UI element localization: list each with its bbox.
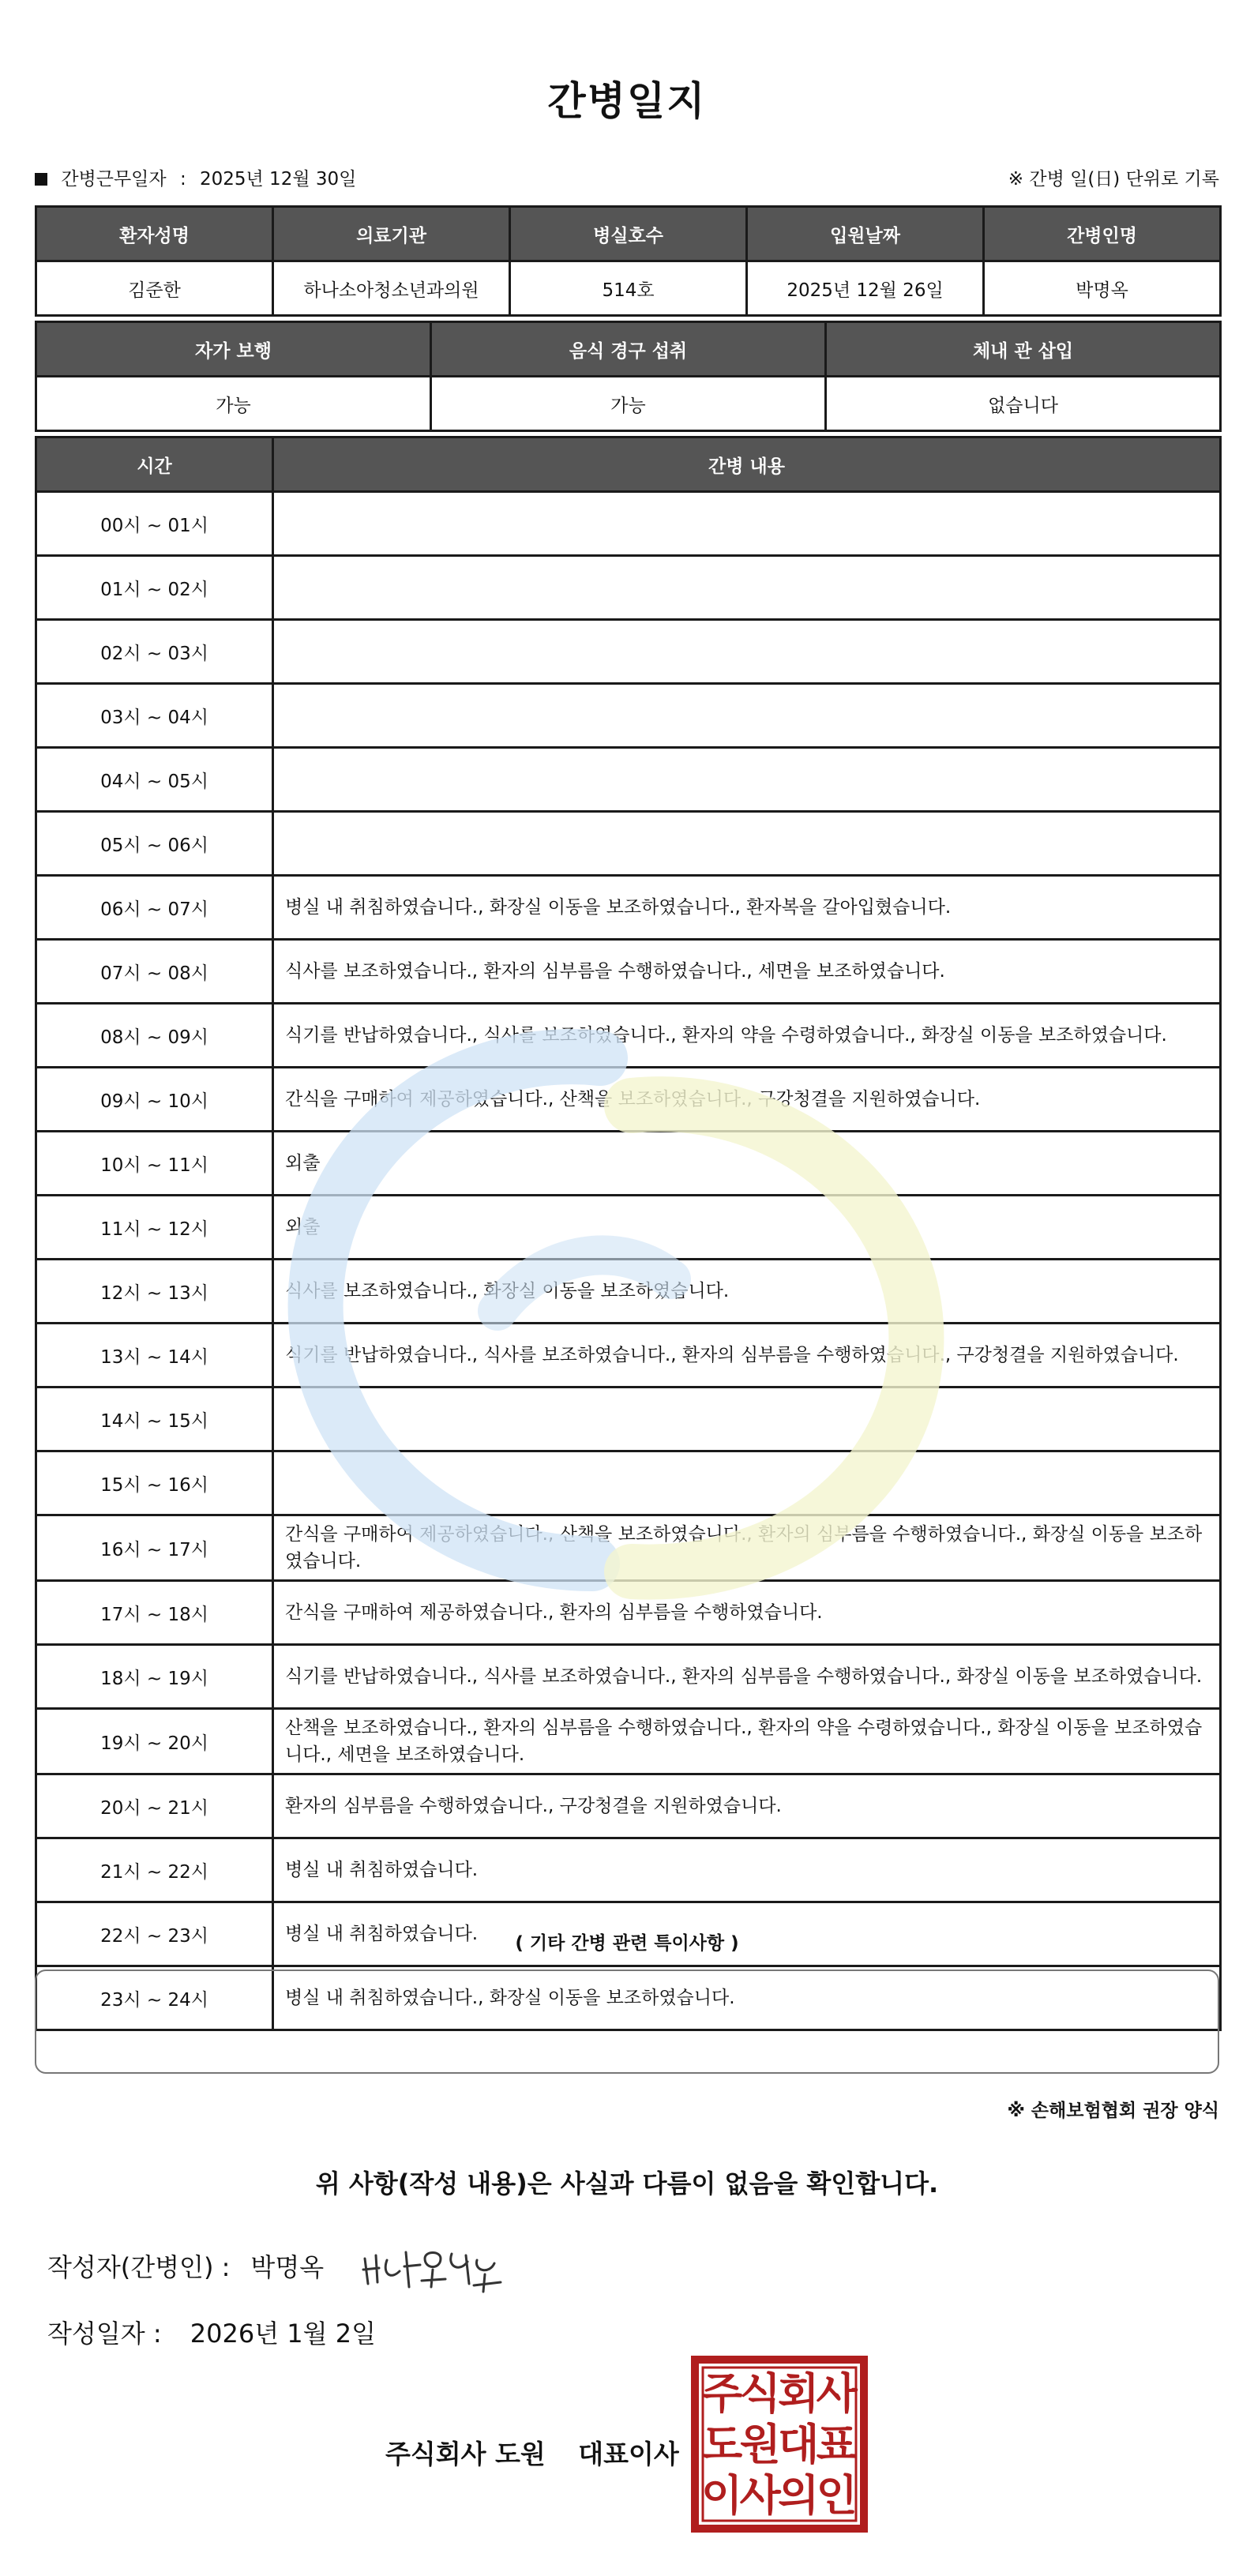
seal-character: 인 — [816, 2470, 858, 2521]
header-hospital: 의료기관 — [273, 207, 510, 261]
log-time: 07시 ~ 08시 — [36, 940, 273, 1004]
log-time: 01시 ~ 02시 — [36, 556, 273, 620]
table-row — [36, 1068, 1221, 1132]
log-content — [273, 492, 1221, 556]
log-content — [273, 620, 1221, 684]
work-date-label: 간병근무일자 — [61, 168, 167, 190]
work-date-colon: : — [179, 168, 186, 190]
writer-row — [47, 2247, 324, 2284]
work-date-value: 2025년 12월 30일 — [200, 168, 357, 190]
seal-character: 도 — [701, 2420, 743, 2469]
log-content — [273, 556, 1221, 620]
seal-character: 표 — [816, 2420, 858, 2469]
log-time: 16시 ~ 17시 — [36, 1515, 273, 1581]
writer-name: 박명옥 — [250, 2252, 325, 2282]
table-row — [36, 556, 1221, 620]
log-time: 12시 ~ 13시 — [36, 1260, 273, 1324]
header-room: 병실호수 — [510, 207, 747, 261]
signature-icon — [359, 2235, 509, 2298]
log-content: 환자의 심부름을 수행하였습니다., 구강청결을 지원하였습니다. — [273, 1774, 1221, 1838]
log-content — [273, 748, 1221, 812]
written-date-row — [47, 2314, 376, 2350]
seal-character: 의 — [778, 2470, 820, 2521]
table-row — [36, 940, 1221, 1004]
header-tube: 체내 관 삽입 — [826, 322, 1221, 377]
log-content: 간식을 구매하여 제공하였습니다., 환자의 심부름을 수행하였습니다. — [273, 1581, 1221, 1645]
log-content: 외출 — [273, 1196, 1221, 1260]
tube-status: 없습니다 — [826, 377, 1221, 431]
seal-character: 사 — [739, 2470, 781, 2521]
walking-status: 가능 — [36, 377, 431, 431]
header-care-content: 간병 내용 — [273, 437, 1221, 492]
log-content — [273, 1388, 1221, 1451]
table-row — [36, 1774, 1221, 1838]
seal-character: 원 — [739, 2420, 781, 2469]
log-time: 02시 ~ 03시 — [36, 620, 273, 684]
log-content — [273, 684, 1221, 748]
company-seal-icon — [690, 2355, 869, 2533]
table-row — [36, 1004, 1221, 1068]
document-title: 간병일지 — [547, 78, 707, 124]
log-content: 간식을 구매하여 제공하였습니다., 산책을 보조하였습니다., 환자의 심부름을 수행하였습니다., 화장실 이동을 보조하였습니다. — [273, 1515, 1221, 1581]
patient-name: 김준한 — [36, 261, 273, 316]
table-row — [36, 1838, 1221, 1902]
table-row — [36, 1709, 1221, 1774]
log-content — [273, 1451, 1221, 1515]
log-content: 식기를 반납하였습니다., 식사를 보조하였습니다., 환자의 심부름을 수행하였습니다., 화장실 이동을 보조하였습니다. — [273, 1645, 1221, 1709]
log-time: 03시 ~ 04시 — [36, 684, 273, 748]
log-time: 22시 ~ 23시 — [36, 1902, 273, 1966]
log-time: 09시 ~ 10시 — [36, 1068, 273, 1132]
log-content: 식사를 보조하였습니다., 화장실 이동을 보조하였습니다. — [273, 1260, 1221, 1324]
seal-character: 주 — [701, 2368, 743, 2419]
seal-character: 대 — [778, 2420, 820, 2469]
header-time: 시간 — [36, 437, 273, 492]
log-content: 병실 내 취침하였습니다., 화장실 이동을 보조하였습니다., 환자복을 갈아입혔습니다. — [273, 876, 1221, 940]
table-row — [36, 1515, 1221, 1581]
seal-character: 식 — [739, 2368, 781, 2419]
oral-intake-status: 가능 — [431, 377, 826, 431]
hospital-name: 하나소아청소년과의원 — [273, 261, 510, 316]
log-content — [273, 812, 1221, 876]
header-admission-date: 입원날짜 — [747, 207, 984, 261]
log-content: 식기를 반납하였습니다., 식사를 보조하였습니다., 환자의 약을 수령하였습니다., 화장실 이동을 보조하였습니다. — [273, 1004, 1221, 1068]
table-row — [36, 684, 1221, 748]
patient-info-table — [35, 205, 1222, 317]
seal-character: 회 — [778, 2368, 820, 2419]
log-time: 06시 ~ 07시 — [36, 876, 273, 940]
caregiver-name: 박명옥 — [984, 261, 1221, 316]
writer-label: 작성자(간병인) : — [47, 2252, 231, 2282]
log-time: 08시 ~ 09시 — [36, 1004, 273, 1068]
log-time: 05시 ~ 06시 — [36, 812, 273, 876]
log-time: 13시 ~ 14시 — [36, 1324, 273, 1388]
table-row — [36, 1324, 1221, 1388]
table-row — [36, 1132, 1221, 1196]
company-title: 대표이사 — [578, 2439, 679, 2469]
header-caregiver: 간병인명 — [984, 207, 1221, 261]
square-bullet-icon — [35, 173, 47, 186]
unit-note: ※ 간병 일(日) 단위로 기록 — [1008, 168, 1219, 190]
care-log-table — [35, 436, 1222, 2031]
notes-title: ( 기타 간병 관련 특이사항 ) — [515, 1933, 739, 1954]
work-date — [35, 164, 364, 190]
table-row — [36, 620, 1221, 684]
header-walking: 자가 보행 — [36, 322, 431, 377]
room-number: 514호 — [510, 261, 747, 316]
table-row — [36, 876, 1221, 940]
log-content: 병실 내 취침하였습니다. — [273, 1838, 1221, 1902]
log-time: 18시 ~ 19시 — [36, 1645, 273, 1709]
table-row — [36, 492, 1221, 556]
log-time: 15시 ~ 16시 — [36, 1451, 273, 1515]
admission-date: 2025년 12월 26일 — [747, 261, 984, 316]
written-date-value: 2026년 1월 2일 — [190, 2319, 377, 2349]
log-content: 간식을 구매하여 제공하였습니다., 산책을 보조하였습니다., 구강청결을 지원하였습니다. — [273, 1068, 1221, 1132]
table-row — [36, 1645, 1221, 1709]
log-content: 식사를 보조하였습니다., 환자의 심부름을 수행하였습니다., 세면을 보조하였습니다. — [273, 940, 1221, 1004]
seal-character: 이 — [701, 2470, 743, 2521]
table-row — [36, 1196, 1221, 1260]
log-content: 외출 — [273, 1132, 1221, 1196]
log-time: 23시 ~ 24시 — [36, 1966, 273, 2030]
written-date-label: 작성일자 : — [47, 2319, 162, 2349]
form-note: ※ 손해보험협회 권장 양식 — [1007, 2101, 1219, 2121]
log-time: 19시 ~ 20시 — [36, 1709, 273, 1774]
meta-row — [35, 163, 1219, 191]
table-row — [36, 1260, 1221, 1324]
patient-status-table — [35, 321, 1222, 432]
seal-character: 사 — [816, 2368, 858, 2419]
log-time: 14시 ~ 15시 — [36, 1388, 273, 1451]
header-oral-intake: 음식 경구 섭취 — [431, 322, 826, 377]
company-name: 주식회사 도원 — [385, 2439, 546, 2469]
header-patient-name: 환자성명 — [36, 207, 273, 261]
log-content: 병실 내 취침하였습니다., 화장실 이동을 보조하였습니다. — [273, 1966, 1221, 2030]
log-time: 11시 ~ 12시 — [36, 1196, 273, 1260]
table-row — [36, 748, 1221, 812]
confirmation-text: 위 사항(작성 내용)은 사실과 다름이 없음을 확인합니다. — [315, 2169, 939, 2199]
table-row — [36, 1451, 1221, 1515]
notes-box — [35, 1970, 1219, 2074]
log-time: 17시 ~ 18시 — [36, 1581, 273, 1645]
log-time: 04시 ~ 05시 — [36, 748, 273, 812]
log-time: 20시 ~ 21시 — [36, 1774, 273, 1838]
table-row — [36, 812, 1221, 876]
log-time: 00시 ~ 01시 — [36, 492, 273, 556]
log-time: 10시 ~ 11시 — [36, 1132, 273, 1196]
table-row — [36, 1388, 1221, 1451]
log-content: 식기를 반납하였습니다., 식사를 보조하였습니다., 환자의 심부름을 수행하였습니다., 구강청결을 지원하였습니다. — [273, 1324, 1221, 1388]
log-content: 병실 내 취침하였습니다. — [273, 1902, 1221, 1966]
log-time: 21시 ~ 22시 — [36, 1838, 273, 1902]
table-row — [36, 1581, 1221, 1645]
log-content: 산책을 보조하였습니다., 환자의 심부름을 수행하였습니다., 환자의 약을 수령하였습니다., 화장실 이동을 보조하였습니다., 세면을 보조하였습니다. — [273, 1709, 1221, 1774]
company-row — [385, 2434, 679, 2471]
